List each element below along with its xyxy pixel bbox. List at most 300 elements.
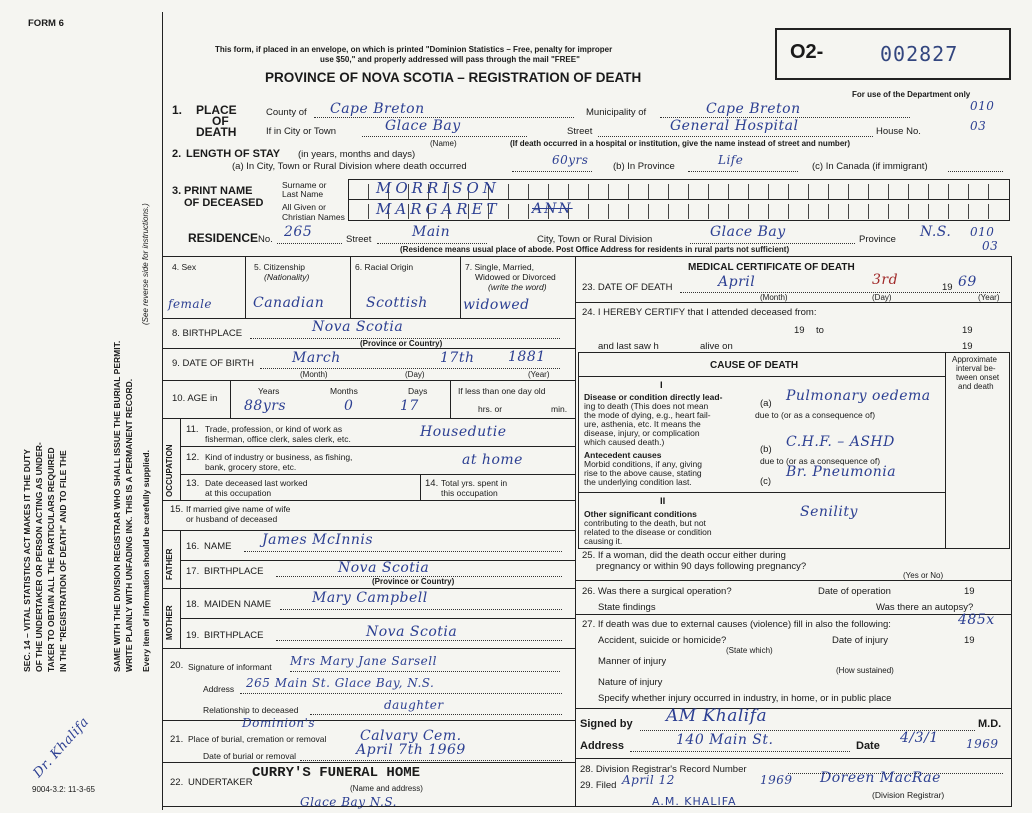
of-label: OF — [212, 114, 229, 128]
q14-number: 14. — [425, 478, 439, 489]
name-grid-cell-divider — [368, 204, 369, 219]
name-grid-cell-divider — [928, 204, 929, 219]
dob-year: 1881 — [508, 349, 546, 365]
name-grid-cell-divider — [528, 204, 529, 219]
q20-number: 20. — [170, 660, 184, 671]
parents-divider — [180, 530, 181, 648]
q14-divider — [420, 474, 421, 500]
name-grid-cell-divider — [748, 204, 749, 219]
printed-physician-name: A.M. KHALIFA — [652, 795, 737, 808]
q26-top — [575, 580, 1012, 581]
death-day-caption: (Day) — [872, 293, 892, 302]
burial-date-line — [300, 760, 562, 761]
grid-top — [162, 256, 1012, 257]
q3-number: 3. — [172, 185, 182, 197]
name-grid-cell-divider — [948, 184, 949, 199]
registrar-signature: Doreen MacRae — [820, 770, 941, 786]
racial-origin-value: Scottish — [366, 295, 428, 311]
name-grid-cell-divider — [648, 184, 649, 199]
name-grid-cell-divider — [828, 184, 829, 199]
left-border — [162, 12, 163, 810]
street-line — [598, 136, 873, 137]
q13-number: 13. — [186, 478, 200, 489]
sex-divider — [245, 256, 246, 318]
name-grid-cell-divider — [888, 204, 889, 219]
injury-year-prefix: 19 — [964, 635, 975, 646]
cause-b-value: C.H.F. – ASHD — [786, 434, 895, 450]
death-month: April — [718, 274, 756, 290]
dob-label: 9. DATE OF BIRTH — [172, 358, 254, 369]
direct-cause-label-e: disease, injury, or complication — [584, 428, 700, 438]
q19-number: 19. — [186, 630, 200, 641]
name-grid-cell-divider — [768, 184, 769, 199]
father-side-label: FATHER — [165, 548, 174, 580]
dob-line — [260, 368, 560, 369]
row-13-top — [180, 474, 575, 475]
side-line-3: TAKER TO OBTAIN ALL THE PARTICULARS REQUIRED — [46, 447, 56, 672]
age-months-value: 0 — [344, 398, 354, 414]
last-saw-label: and last saw h — [598, 341, 659, 352]
name-grid-cell-divider — [908, 184, 909, 199]
hrs-label: hrs. or — [478, 404, 503, 414]
state-which-caption: (State which) — [726, 646, 773, 655]
filed-year-value: 1969 — [760, 773, 793, 787]
age-years-label: Years — [258, 386, 280, 396]
residence-city-label: City, Town or Rural Division — [537, 234, 653, 245]
residence-code-2: 03 — [982, 239, 999, 253]
cause-c-value: Br. Pneumonia — [786, 464, 897, 480]
grid-center-divider — [575, 256, 576, 806]
name-grid-cell-divider — [848, 204, 849, 219]
municipality-label: Municipality of — [586, 107, 647, 118]
q23-label: 23. DATE OF DEATH — [582, 282, 673, 293]
residence-note: (Residence means usual place of abode. Post Office Address for residents in rural parts not sufficient) — [400, 245, 790, 254]
residence-street-line — [377, 243, 487, 244]
antecedent-label-b: Morbid conditions, if any, giving — [584, 459, 702, 469]
q11-number: 11. — [186, 424, 199, 435]
injury-date-label: Date of injury — [832, 635, 888, 646]
roman-1: I — [660, 380, 663, 391]
name-grid-cell-divider — [628, 184, 629, 199]
name-grid-cell-divider — [368, 184, 369, 199]
q25-label-b: pregnancy or within 90 days following pregnancy? — [596, 561, 807, 572]
age-label: 10. AGE in — [172, 393, 218, 404]
less-than-day-label: If less than one day old — [458, 386, 546, 396]
father-name-label: NAME — [204, 541, 232, 552]
informant-signature-value: Mrs Mary Jane Sarsell — [290, 654, 437, 668]
maiden-name-label: MAIDEN NAME — [204, 599, 272, 610]
mother-birthplace-value: Nova Scotia — [366, 624, 458, 640]
name-grid-cell-divider — [708, 184, 709, 199]
row-20-top — [162, 648, 575, 649]
department-use-label: For use of the Department only — [852, 90, 971, 99]
marital-value: widowed — [463, 297, 530, 313]
occupation-divider — [180, 418, 181, 500]
citizenship-divider — [350, 256, 351, 318]
registrar-caption: (Division Registrar) — [872, 790, 945, 800]
name-grid-cell-divider — [728, 204, 729, 219]
signed-by-label: Signed by — [580, 718, 633, 730]
residence-code-1: 010 — [970, 225, 995, 239]
side-line-7: Every item of information should be carefully supplied. — [141, 450, 151, 672]
name-grid-cell-divider — [608, 184, 609, 199]
age-divider-1 — [230, 380, 231, 418]
relationship-line — [310, 714, 562, 715]
death-label: DEATH — [196, 125, 237, 139]
dob-day-caption: (Day) — [405, 370, 425, 379]
undertaker-address-value: Glace Bay N.S. — [300, 795, 397, 809]
name-grid-cell-divider — [748, 184, 749, 199]
stay-c-line — [948, 171, 1003, 172]
q24-label: 24. I HEREBY CERTIFY that I attended deceased from: — [582, 307, 817, 318]
part-2-line — [578, 492, 946, 493]
q15-number: 15. — [170, 504, 184, 515]
alive-on-label: alive on — [700, 341, 733, 352]
side-line-5: SAME WITH THE DIVISION REGISTRAR WHO SHALL ISSUE THE BURIAL PERMIT. — [112, 340, 122, 672]
county-label: County of — [266, 107, 307, 118]
q1-number: 1. — [172, 103, 183, 117]
stay-a-value: 60yrs — [552, 153, 589, 167]
stay-units: (in years, months and days) — [298, 149, 416, 160]
q12-label-b: bank, grocery store, etc. — [205, 462, 297, 472]
q28-top — [575, 758, 1012, 759]
dob-month: March — [292, 350, 341, 366]
age-divider-2 — [450, 380, 451, 418]
christian-names-label: Christian Names — [282, 212, 345, 222]
interval-divider — [945, 352, 946, 548]
md-label: M.D. — [978, 718, 1002, 730]
min-label: min. — [551, 404, 568, 414]
informant-signature-line — [290, 671, 560, 672]
q15-label-a: If married give name of wife — [186, 504, 291, 514]
row-16-top — [162, 530, 575, 531]
name-grid-cell-divider — [588, 204, 589, 219]
other-conditions-label-d: causing it. — [584, 536, 623, 546]
death-year-prefix: 19 — [942, 282, 953, 293]
row-11-top — [162, 418, 575, 419]
name-grid-cell-divider — [988, 204, 989, 219]
name-grid-cell-divider — [808, 184, 809, 199]
death-year-caption: (Year) — [978, 293, 1000, 302]
residence-no-line — [277, 243, 342, 244]
stay-b-label: (b) In Province — [613, 161, 675, 172]
last-name-label: Last Name — [282, 189, 324, 199]
approx-label-d: and death — [958, 382, 994, 391]
informant-address-line — [240, 693, 562, 694]
cause-header-line — [578, 376, 946, 377]
informant-address-value: 265 Main St. Glace Bay, N.S. — [246, 676, 435, 690]
name-grid-cell-divider — [868, 184, 869, 199]
stay-a-label: (a) In City, Town or Rural Division where death occurred — [232, 161, 467, 172]
mailing-notice: This form, if placed in an envelope, on which is printed "Dominion Statistics – Free, penalty for improper — [215, 45, 613, 54]
side-line-4: IN THE "REGISTRATION OF DEATH" AND TO FILE THE — [58, 450, 68, 672]
q14-label-b: this occupation — [441, 488, 498, 498]
antecedent-label-c: rise to the above cause, stating — [584, 468, 702, 478]
name-grid-cell-divider — [788, 184, 789, 199]
operation-date-label: Date of operation — [818, 586, 891, 597]
due-to-label-1: due to (or as a consequence of) — [755, 410, 876, 420]
antecedent-label-a: Antecedent causes — [584, 450, 662, 460]
q17-number: 17. — [186, 566, 200, 577]
q24-year-1: 19 — [794, 325, 805, 336]
name-grid-cell-divider — [608, 204, 609, 219]
house-label: House No. — [876, 126, 921, 137]
residence-province-label: Province — [859, 234, 896, 245]
print-name-label: PRINT NAME — [184, 185, 253, 197]
name-grid-cell-divider — [688, 184, 689, 199]
name-grid-cell-divider — [808, 204, 809, 219]
residence-label: RESIDENCE — [188, 231, 259, 245]
name-grid-cell-divider — [508, 184, 509, 199]
other-conditions-label-b: contributing to the death, but not — [584, 518, 706, 528]
name-grid-cell-divider — [508, 204, 509, 219]
name-grid-cell-divider — [948, 204, 949, 219]
q12-number: 12. — [186, 452, 200, 463]
physician-date-label: Date — [856, 740, 880, 752]
approx-label-c: tween onset — [956, 373, 1000, 382]
q24-year-2: 19 — [962, 325, 973, 336]
of-deceased-label: OF DECEASED — [184, 197, 264, 209]
physician-address-value: 140 Main St. — [676, 732, 774, 748]
name-grid-cell-divider — [568, 184, 569, 199]
name-grid-cell-divider — [728, 184, 729, 199]
residence-no-value: 265 — [284, 224, 313, 240]
q29-label: 29. Filed — [580, 780, 617, 791]
row-12-top — [180, 446, 575, 447]
q26-label: 26. Was there a surgical operation? — [582, 586, 732, 597]
marital-label-c: (write the word) — [488, 282, 547, 292]
direct-cause-label-c: the mode of dying, e.g., heart fail- — [584, 410, 711, 420]
birthplace-value: Nova Scotia — [312, 319, 404, 335]
q2-number: 2. — [172, 148, 182, 160]
county-value: Cape Breton — [330, 101, 425, 117]
name-grid-cell-divider — [588, 184, 589, 199]
undertaker-caption: (Name and address) — [350, 784, 423, 793]
name-grid-cell-divider — [528, 184, 529, 199]
burial-place-label: Place of burial, cremation or removal — [188, 734, 327, 744]
father-birthplace-caption: (Province or Country) — [372, 577, 455, 586]
row-10-top — [162, 380, 575, 381]
city-line — [362, 136, 527, 137]
physician-date-year: 1969 — [966, 737, 999, 751]
stay-c-label: (c) In Canada (if immigrant) — [812, 161, 928, 172]
q25-label-a: 25. If a woman, did the death occur either during — [582, 550, 786, 561]
other-conditions-label-a: Other significant conditions — [584, 509, 697, 519]
dob-day: 17th — [440, 350, 475, 366]
manner-label: Manner of injury — [598, 656, 667, 667]
name-grid-cell-divider — [628, 204, 629, 219]
q24-year-3: 19 — [962, 341, 973, 352]
marital-label-a: 7. Single, Married, — [465, 262, 534, 272]
residence-province-value: N.S. — [920, 224, 952, 240]
residence-city-value: Glace Bay — [710, 224, 786, 240]
q28-label: 28. Division Registrar's Record Number — [580, 764, 747, 775]
q21-number: 21. — [170, 734, 184, 745]
street-label: Street — [567, 126, 593, 137]
city-value: Glace Bay — [385, 118, 461, 134]
q12-label-a: Kind of industry or business, as fishing, — [205, 452, 353, 462]
corner-signature: Dr. Khalifa — [30, 714, 93, 781]
row-21-top — [162, 720, 575, 721]
registration-prefix: O2- — [790, 41, 824, 63]
direct-cause-label-b: ing to death (This does not mean — [584, 401, 709, 411]
birthplace-caption: (Province or Country) — [360, 339, 443, 348]
physician-address-label: Address — [580, 740, 625, 752]
cause-c-label: (c) — [760, 476, 772, 487]
undertaker-value: CURRY'S FUNERAL HOME — [252, 765, 421, 781]
name-grid-cell-divider — [768, 204, 769, 219]
right-border — [1011, 256, 1012, 806]
father-birthplace-label: BIRTHPLACE — [204, 566, 264, 577]
q24-top — [575, 302, 1012, 303]
bottom-border — [162, 806, 1012, 807]
father-name-line — [244, 551, 562, 552]
sex-value: female — [168, 297, 213, 311]
relationship-label: Relationship to deceased — [203, 705, 299, 715]
birthplace-label: 8. BIRTHPLACE — [172, 328, 243, 339]
racial-divider — [460, 256, 461, 318]
father-birthplace-value: Nova Scotia — [338, 560, 430, 576]
side-line-2: OF THE UNDERTAKER OR PERSON ACTING AS UNDER- — [34, 442, 44, 672]
informant-signature-label: Signature of informant — [188, 662, 272, 672]
name-grid-cell-divider — [908, 204, 909, 219]
operation-year-prefix: 19 — [964, 586, 975, 597]
q24-to-label: to — [816, 325, 824, 336]
q18-number: 18. — [186, 599, 200, 610]
filed-date-value: April 12 — [622, 773, 675, 787]
sex-label: 4. Sex — [172, 262, 197, 272]
code-1: 010 — [970, 99, 995, 113]
stay-a-line — [512, 171, 592, 172]
footer-code: 9004-3.2: 11-3-65 — [32, 785, 96, 794]
side-note: (See reverse side for instructions.) — [141, 203, 150, 325]
surname-value: MORRISON — [376, 179, 500, 197]
approx-label-b: interval be- — [956, 364, 996, 373]
nationality-label: (Nationality) — [264, 272, 310, 282]
mailing-notice-2: use $50," and properly addressed will pass through the mail "FREE" — [320, 55, 580, 64]
undertaker-label: UNDERTAKER — [188, 777, 253, 788]
side-line-6: WRITE PLAINLY WITH UNFADING INK. THIS IS A PERMANENT RECORD. — [124, 378, 134, 672]
given-label: All Given or — [282, 202, 326, 212]
q16-number: 16. — [186, 541, 200, 552]
registration-number: 002827 — [880, 42, 959, 66]
residence-city-line — [690, 243, 855, 244]
citizenship-label: 5. Citizenship — [254, 262, 306, 272]
form-number: FORM 6 — [28, 18, 64, 29]
row-22-top — [162, 762, 575, 763]
mother-birthplace-label: BIRTHPLACE — [204, 630, 264, 641]
state-findings-label: State findings — [598, 602, 656, 613]
name-caption: (Name) — [430, 139, 457, 148]
occupation-side-label: OCCUPATION — [165, 444, 174, 497]
medical-certificate-header: MEDICAL CERTIFICATE OF DEATH — [688, 262, 855, 273]
autopsy-label: Was there an autopsy? — [876, 602, 974, 613]
other-conditions-value: Senility — [800, 504, 858, 520]
cause-a-value: Pulmonary oedema — [786, 388, 931, 404]
signed-top — [575, 708, 1012, 709]
name-grid-cell-divider — [668, 184, 669, 199]
name-grid-cell-divider — [648, 204, 649, 219]
place-label: PLACE — [196, 103, 237, 117]
antecedent-label-d: the underlying condition last. — [584, 477, 692, 487]
given-value: MARGARET — [376, 200, 501, 218]
name-grid-cell-divider — [708, 204, 709, 219]
name-grid-cell-divider — [688, 204, 689, 219]
nature-label: Nature of injury — [598, 677, 663, 688]
physician-date-value: 4/3/1 — [900, 730, 939, 746]
municipality-value: Cape Breton — [706, 101, 801, 117]
residence-no-label: No. — [258, 234, 273, 245]
name-grid-cell-divider — [968, 184, 969, 199]
other-conditions-label-c: related to the disease or condition — [584, 527, 712, 537]
specify-label: Specify whether injury occurred in industry, in home, or in public place — [598, 693, 892, 704]
code-2: 03 — [970, 119, 987, 133]
name-grid-cell-divider — [668, 204, 669, 219]
form-title: PROVINCE OF NOVA SCOTIA – REGISTRATION OF DEATH — [265, 70, 642, 85]
name-grid-cell-divider — [968, 204, 969, 219]
informant-address-label: Address — [203, 684, 235, 694]
q13-label-b: at this occupation — [205, 488, 272, 498]
burial-place-value-b: Calvary Cem. — [360, 728, 462, 744]
q27-label: 27. If death was due to external causes (violence) fill in also the following: — [582, 619, 891, 630]
relationship-value: daughter — [384, 698, 444, 712]
burial-date-value: April 7th 1969 — [356, 742, 466, 758]
due-to-label-2: due to (or as a consequence of) — [760, 456, 881, 466]
father-name-value: James McInnis — [262, 532, 374, 548]
citizenship-value: Canadian — [253, 295, 325, 311]
given-struck-value: ANN — [532, 201, 573, 217]
row-15-top — [162, 500, 575, 501]
death-year: 69 — [958, 274, 977, 290]
name-grid-cell-divider — [548, 184, 549, 199]
roman-2: II — [660, 496, 666, 507]
sustained-caption: (How sustained) — [836, 666, 894, 675]
signed-by-value: AM Khalifa — [666, 706, 768, 726]
residence-street-label: Street — [346, 234, 372, 245]
name-grid-cell-divider — [848, 184, 849, 199]
mother-side-label: MOTHER — [165, 605, 174, 640]
name-grid-cell-divider — [828, 204, 829, 219]
length-of-stay-label: LENGTH OF STAY — [186, 148, 281, 160]
q27-number-value: 485x — [958, 612, 995, 628]
physician-address-line — [630, 751, 850, 752]
q14-label-a: Total yrs. spent in — [441, 478, 508, 488]
direct-cause-label-f: which caused death.) — [584, 437, 665, 447]
maiden-name-line — [280, 609, 562, 610]
mother-birthplace-line — [276, 640, 562, 641]
q12-value: at home — [462, 452, 523, 468]
death-day: 3rd — [872, 272, 899, 288]
surname-label: Surname or — [282, 180, 327, 190]
burial-date-label: Date of burial or removal — [203, 751, 297, 761]
racial-origin-label: 6. Racial Origin — [355, 262, 414, 272]
residence-street-value: Main — [412, 224, 451, 240]
city-label: If in City or Town — [266, 126, 337, 137]
q11-label-a: Trade, profession, or kind of work as — [205, 424, 343, 434]
cause-of-death-header: CAUSE OF DEATH — [710, 360, 799, 371]
name-grid-cell-divider — [928, 184, 929, 199]
approx-label-a: Approximate — [952, 355, 997, 364]
q22-number: 22. — [170, 777, 184, 788]
street-value: General Hospital — [670, 118, 799, 134]
q15-label-b: or husband of deceased — [186, 514, 278, 524]
cause-a-label: (a) — [760, 398, 772, 409]
q11-value: Housedutie — [420, 424, 507, 440]
row-18-top — [162, 588, 575, 589]
age-days-value: 17 — [400, 398, 419, 414]
stay-b-line — [688, 171, 798, 172]
marital-label-b: Widowed or Divorced — [475, 272, 556, 282]
